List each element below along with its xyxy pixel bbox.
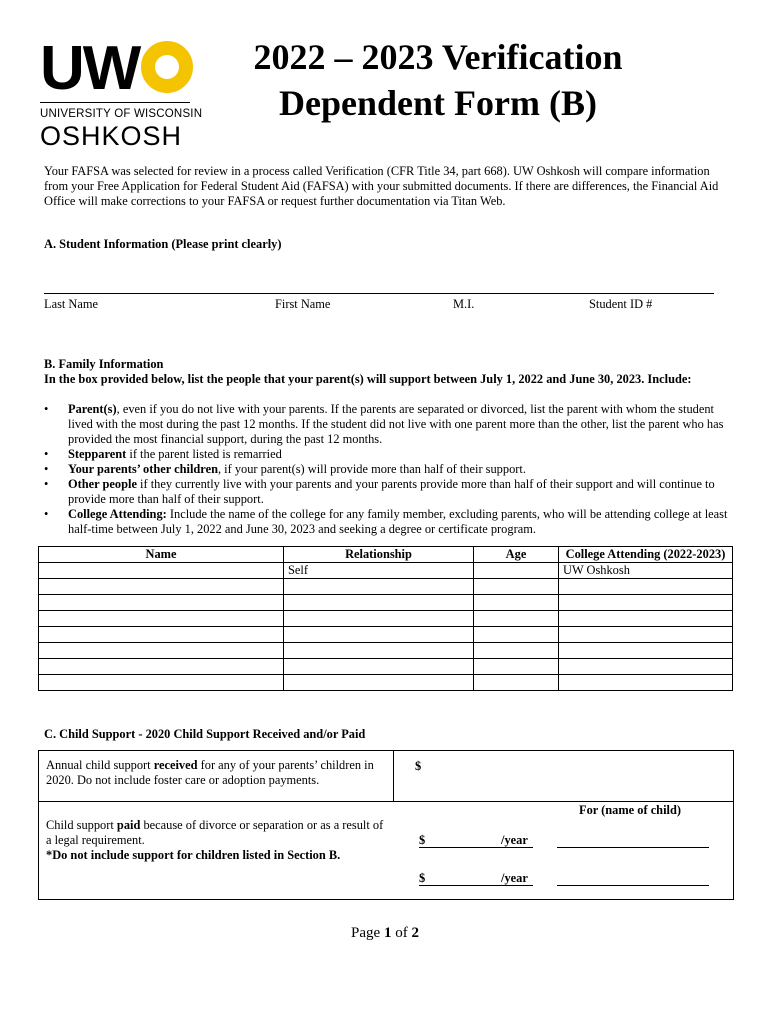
section-b-heading: B. Family Information bbox=[44, 357, 164, 371]
cell-relationship[interactable] bbox=[284, 675, 474, 691]
bullet-dot: • bbox=[44, 462, 49, 476]
cs-divider-vertical bbox=[393, 751, 394, 801]
cell-age[interactable] bbox=[474, 563, 559, 579]
list-item-text: , if your parent(s) will provide more than half of their support. bbox=[217, 462, 526, 476]
list-item-term: Stepparent bbox=[68, 447, 127, 461]
family-table bbox=[38, 546, 733, 691]
list-item-term: Other people bbox=[68, 477, 137, 491]
logo-mark: UW bbox=[40, 38, 200, 100]
cell-name[interactable] bbox=[39, 675, 284, 691]
bullet-dot: • bbox=[44, 477, 49, 491]
table-row bbox=[39, 659, 733, 675]
cs-paid-bold: paid bbox=[116, 818, 141, 832]
list-item-parents bbox=[44, 402, 734, 447]
table-row bbox=[39, 563, 733, 579]
cs-received-bold: received bbox=[153, 758, 198, 772]
cs-paid-dollar-2: $ bbox=[419, 871, 426, 885]
cell-relationship[interactable] bbox=[284, 611, 474, 627]
cs-received-dollar[interactable]: $ bbox=[415, 759, 422, 773]
cell-age[interactable] bbox=[474, 675, 559, 691]
cs-divider-horizontal bbox=[39, 801, 733, 802]
cell-relationship[interactable] bbox=[284, 595, 474, 611]
page-total: 2 bbox=[411, 925, 419, 941]
cs-received-pre: Annual child support bbox=[46, 758, 154, 772]
field-label-mi: M.I. bbox=[453, 297, 475, 311]
cs-paid-text bbox=[46, 818, 386, 863]
cell-age[interactable] bbox=[474, 627, 559, 643]
cs-paid-note: *Do not include support for children listed in Section B. bbox=[46, 848, 341, 862]
cell-name[interactable] bbox=[39, 659, 284, 675]
cs-received-text bbox=[46, 758, 386, 788]
list-item-stepparent bbox=[44, 447, 734, 462]
list-item-text: Include the name of the college for any family member, excluding parents, who will be attending college at least half-time between July 1, 2022 and June 30, 2023 and seeking a degree or certificate program. bbox=[68, 507, 728, 536]
title-line-1: 2022 – 2023 Verification bbox=[253, 37, 623, 77]
cell-relationship[interactable]: Self bbox=[284, 563, 474, 579]
child-support-box bbox=[38, 750, 734, 900]
cell-relationship[interactable] bbox=[284, 659, 474, 675]
cell-name[interactable] bbox=[39, 643, 284, 659]
table-row bbox=[39, 643, 733, 659]
cell-college[interactable] bbox=[559, 643, 733, 659]
cs-paid-pre: Child support bbox=[46, 818, 117, 832]
cs-for-child-label: For (name of child) bbox=[579, 803, 681, 817]
table-row bbox=[39, 611, 733, 627]
table-row bbox=[39, 579, 733, 595]
intro-paragraph: Your FAFSA was selected for review in a process called Verification (CFR Title 34, part 668). UW Oshkosh will compare information from your Free Application for Federal Student Aid (FAFSA) with your submitted documents. If there are differences, the Financial Aid Office will make corrections to your FAFSA or request further documentation via Titan Web. bbox=[44, 164, 719, 208]
family-table-header bbox=[39, 547, 733, 563]
list-item-term: College Attending: bbox=[68, 507, 167, 521]
cell-relationship[interactable] bbox=[284, 579, 474, 595]
cell-relationship[interactable] bbox=[284, 627, 474, 643]
cs-per-year-1: /year bbox=[501, 833, 528, 847]
cell-college[interactable]: UW Oshkosh bbox=[559, 563, 733, 579]
header-college: College Attending (2022-2023) bbox=[559, 547, 733, 563]
list-item-text: , even if you do not live with your parents. If the parents are separated or divorced, list the parent with whom the student lived with the most during the past 12 months. If the student did not live with one parent more than the other, list the parent who has provided the most financial support, during the past 12 months. bbox=[68, 402, 724, 446]
list-item-text: if the parent listed is remarried bbox=[126, 447, 282, 461]
bullet-dot: • bbox=[44, 447, 49, 461]
section-b-subheading: In the box provided below, list the people that your parent(s) will support between July 1, 2022 and June 30, 2023. Include: bbox=[44, 372, 692, 386]
cell-name[interactable] bbox=[39, 579, 284, 595]
logo-campus: OSHKOSH bbox=[40, 121, 183, 151]
title-line-2: Dependent Form (B) bbox=[279, 83, 597, 123]
list-item-term: Parent(s) bbox=[68, 402, 117, 416]
logo-university-line: UNIVERSITY OF WISCONSIN bbox=[40, 108, 203, 120]
cell-age[interactable] bbox=[474, 659, 559, 675]
cell-college[interactable] bbox=[559, 675, 733, 691]
cell-college[interactable] bbox=[559, 579, 733, 595]
list-item-other-children bbox=[44, 462, 734, 477]
list-item-term: Your parents’ other children bbox=[68, 462, 218, 476]
cell-name[interactable] bbox=[39, 627, 284, 643]
section-a-heading: A. Student Information (Please print clearly) bbox=[44, 237, 282, 251]
cs-child-name-1[interactable] bbox=[557, 847, 709, 848]
page-title bbox=[238, 34, 638, 126]
bullet-dot: • bbox=[44, 402, 49, 416]
field-label-student-id: Student ID # bbox=[589, 297, 653, 311]
page-number bbox=[0, 925, 770, 942]
cell-college[interactable] bbox=[559, 595, 733, 611]
bullet-dot: • bbox=[44, 507, 49, 521]
table-row bbox=[39, 675, 733, 691]
table-row bbox=[39, 627, 733, 643]
cell-college[interactable] bbox=[559, 611, 733, 627]
list-item-text: if they currently live with your parents and your parents provide more than half of their support and will continue to provide more than half of their support. bbox=[68, 477, 715, 506]
include-list bbox=[44, 402, 734, 537]
field-label-first-name: First Name bbox=[275, 297, 331, 311]
section-c-heading: C. Child Support - 2020 Child Support Received and/or Paid bbox=[44, 727, 366, 741]
cell-age[interactable] bbox=[474, 643, 559, 659]
list-item-college-attending bbox=[44, 507, 734, 537]
cell-age[interactable] bbox=[474, 579, 559, 595]
logo-divider bbox=[40, 102, 190, 103]
university-logo bbox=[40, 34, 203, 151]
cs-paid-amount-2[interactable] bbox=[419, 871, 533, 886]
cell-college[interactable] bbox=[559, 627, 733, 643]
cs-paid-dollar-1: $ bbox=[419, 833, 426, 847]
table-row bbox=[39, 595, 733, 611]
cs-child-name-2[interactable] bbox=[557, 885, 709, 886]
page-of: of bbox=[395, 925, 408, 941]
cell-age[interactable] bbox=[474, 611, 559, 627]
page-word: Page bbox=[351, 925, 381, 941]
cs-received-post: for any of your parents’ children in 2020. Do not include foster care or adoption payments. bbox=[46, 758, 374, 787]
cs-paid-amount-1[interactable] bbox=[419, 833, 533, 848]
logo-o-ring bbox=[141, 41, 193, 93]
field-label-last-name: Last Name bbox=[44, 297, 99, 311]
header-name: Name bbox=[39, 547, 284, 563]
page-current: 1 bbox=[383, 925, 392, 941]
cell-name[interactable] bbox=[39, 611, 284, 627]
student-info-line[interactable] bbox=[44, 293, 714, 294]
cs-paid-post: because of divorce or separation or as a result of a legal requirement. bbox=[46, 818, 384, 847]
header-relationship: Relationship bbox=[284, 547, 474, 563]
cell-college[interactable] bbox=[559, 659, 733, 675]
cell-name[interactable] bbox=[39, 563, 284, 579]
cs-per-year-2: /year bbox=[501, 871, 528, 885]
list-item-other-people bbox=[44, 477, 734, 507]
header-age: Age bbox=[474, 547, 559, 563]
cell-age[interactable] bbox=[474, 595, 559, 611]
cell-relationship[interactable] bbox=[284, 643, 474, 659]
cell-name[interactable] bbox=[39, 595, 284, 611]
